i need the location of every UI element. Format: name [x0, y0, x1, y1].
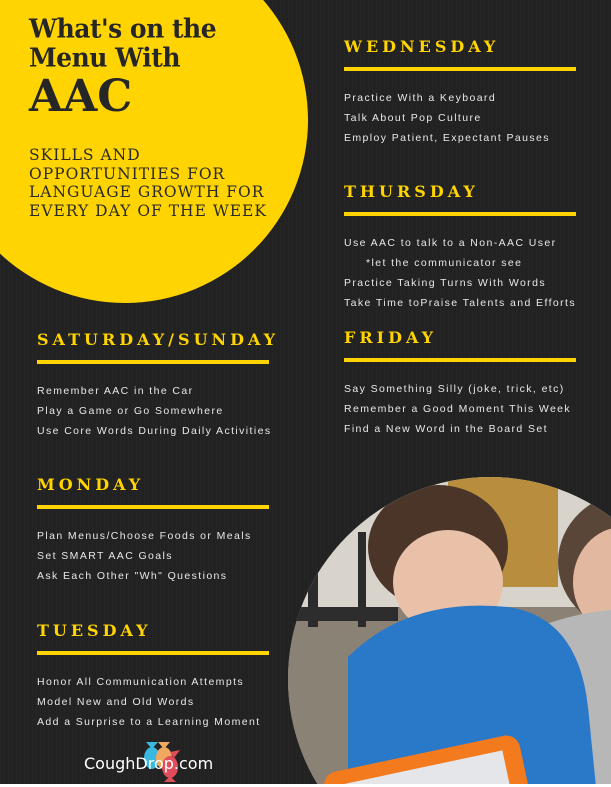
- activity-list: [344, 233, 584, 313]
- divider: [344, 212, 576, 216]
- list-item: Practice With a Keyboard: [344, 92, 497, 104]
- title-line-3: AAC: [29, 71, 133, 122]
- list-item: Take Time toPraise Talents and Efforts: [344, 297, 576, 309]
- title-line-1: What's on the: [29, 13, 217, 44]
- list-item: Use AAC to talk to a Non-AAC User: [344, 237, 557, 249]
- day-section-thursday: [344, 182, 584, 313]
- day-section-weekend: [37, 330, 280, 441]
- list-item: Play a Game or Go Somewhere: [37, 405, 224, 417]
- divider: [37, 360, 269, 364]
- day-heading: MONDAY: [37, 475, 145, 494]
- activity-list: [37, 672, 277, 732]
- list-item: Talk About Pop Culture: [344, 112, 482, 124]
- list-item: Find a New Word in the Board Set: [344, 423, 548, 435]
- day-heading: FRIDAY: [344, 328, 438, 347]
- day-section-friday: [344, 328, 584, 439]
- page-title: [29, 14, 216, 120]
- divider: [37, 651, 269, 655]
- list-item: Remember a Good Moment This Week: [344, 403, 572, 415]
- day-section-wednesday: [344, 37, 584, 148]
- activity-list: [344, 88, 584, 148]
- list-item: Add a Surprise to a Learning Moment: [37, 716, 261, 728]
- list-item: Practice Taking Turns With Words: [344, 277, 546, 289]
- activity-list: [37, 381, 277, 441]
- divider: [37, 505, 269, 509]
- activity-list: [37, 526, 277, 586]
- subtitle: SKILLS AND OPPORTUNITIES FOR LANGUAGE GROWTH FOR EVERY DAY OF THE WEEK: [29, 146, 267, 220]
- title-line-2: Menu With: [29, 42, 180, 73]
- day-section-monday: [37, 475, 277, 586]
- list-item: Ask Each Other "Wh" Questions: [37, 570, 228, 582]
- logo-text: CoughDrop.com: [84, 754, 214, 773]
- list-item: Say Something Silly (joke, trick, etc): [344, 383, 565, 395]
- list-item: Model New and Old Words: [37, 696, 195, 708]
- photo-boy-with-aac-tablet: [288, 477, 611, 784]
- list-item: Remember AAC in the Car: [37, 385, 194, 397]
- day-section-tuesday: [37, 621, 277, 732]
- activity-list: [344, 379, 584, 439]
- coughdrop-logo[interactable]: [84, 742, 234, 782]
- day-heading: WEDNESDAY: [344, 37, 500, 56]
- list-item: Employ Patient, Expectant Pauses: [344, 132, 550, 144]
- list-item: Set SMART AAC Goals: [37, 550, 173, 562]
- divider: [344, 358, 576, 362]
- list-item: Use Core Words During Daily Activities: [37, 425, 272, 437]
- list-item: Honor All Communication Attempts: [37, 676, 245, 688]
- list-item-note: *let the communicator see: [366, 257, 523, 269]
- day-heading: THURSDAY: [344, 182, 479, 201]
- day-heading: SATURDAY/SUNDAY: [37, 330, 280, 349]
- day-heading: TUESDAY: [37, 621, 152, 640]
- list-item: Plan Menus/Choose Foods or Meals: [37, 530, 252, 542]
- photo-illustration: [288, 477, 611, 784]
- divider: [344, 67, 576, 71]
